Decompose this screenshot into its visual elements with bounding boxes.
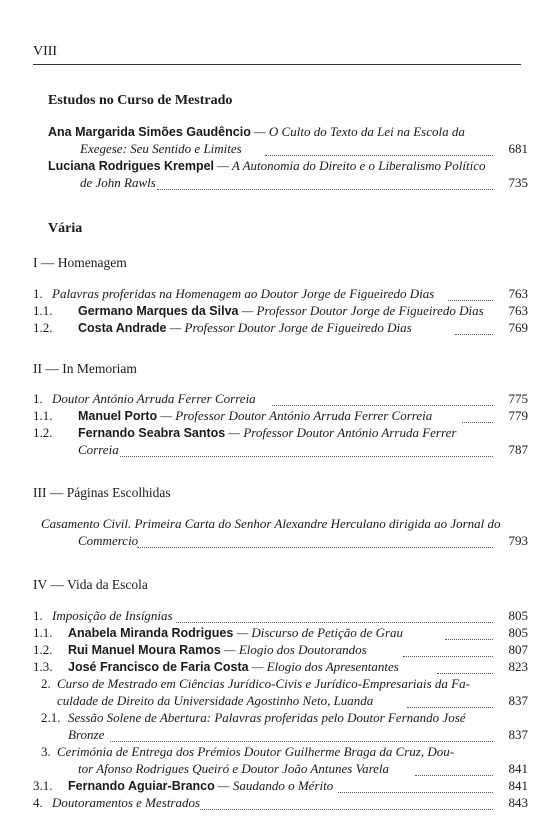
entry-title: Casamento Civil. Primeira Carta do Senhor Alexandre Herculano dirigida ao Jornal do [41,516,501,531]
entry-number: 1.2. [33,320,53,335]
entry-dash: — [238,303,257,318]
entry-number: 1.1. [33,625,53,640]
page-numeral: VIII [33,44,58,59]
entry-page: 775 [508,391,528,406]
entry-dash: — [157,408,176,423]
leader-dots [176,622,493,623]
leader-dots [157,189,493,190]
entry-page: 837 [508,727,528,742]
entry-title: Professor Doutor António Arruda Ferrer [243,425,457,440]
entry-title: A Autonomia do Direito e o Liberalismo Político [231,158,486,173]
entry-number: 2. [41,676,51,691]
section-heading-mestrado: Estudos no Curso de Mestrado [48,93,233,108]
entry-number: 1.2. [33,425,53,440]
leader-dots [403,656,493,657]
entry-title: Palavras proferidas na Homenagem ao Doutor Jorge de Figueiredo Dias [52,286,435,301]
entry-page: 841 [508,761,528,776]
leader-dots [445,639,493,640]
entry-title-cont: Correia [78,442,119,457]
entry-number: 1.1. [33,408,53,423]
entry-author: Luciana Rodrigues Krempel [48,159,215,173]
entry-page: 837 [508,693,528,708]
entry-author: Ana Margarida Simões Gaudêncio [48,125,251,139]
entry-page: 793 [508,533,528,548]
entry-title: Saudando o Mérito [232,778,334,793]
leader-dots [437,673,493,674]
entry-page: 841 [508,778,528,793]
part-heading-memoriam: II — In Memoriam [33,361,137,376]
entry-title: Cerimónia de Entrega dos Prémios Doutor Guilherme Braga da Cruz, Dou- [57,744,455,759]
entry-title: Doutor António Arruda Ferrer Correia [52,391,256,406]
entry-title: Discurso de Petição de Grau [251,625,404,640]
part-heading-homenagem: I — Homenagem [33,255,127,270]
entry-author: Rui Manuel Moura Ramos [68,643,221,657]
entry-title: Professor Doutor António Arruda Ferrer Correia [175,408,433,423]
entry-title: Sessão Solene de Abertura: Palavras proferidas pelo Doutor Fernando José [68,710,466,725]
part-heading-escola: IV — Vida da Escola [33,577,148,592]
leader-dots [200,809,493,810]
entry-page: 805 [508,625,528,640]
entry-page: 735 [508,175,528,190]
entry-author: Manuel Porto [78,409,158,423]
entry-page: 787 [508,442,528,457]
leader-dots [272,405,493,406]
entry-title: Doutoramentos e Mestrados [52,795,201,810]
entry-number: 1. [33,608,43,623]
entry-number: 1.1. [33,303,53,318]
entry-number: 1.3. [33,659,53,674]
entry-number: 1.2. [33,642,53,657]
entry-number: 2.1. [41,710,61,725]
entry-author: Fernando Seabra Santos [78,426,226,440]
entry-title-cont: culdade de Direito da Universidade Agostinho Neto, Luanda [57,693,374,708]
leader-dots [137,547,493,548]
entry-title: Curso de Mestrado em Ciências Jurídico-Civis e Jurídico-Empresariais da Fa- [57,676,470,691]
entry-author: José Francisco de Faria Costa [68,660,249,674]
entry-page: 843 [508,795,528,810]
leader-dots [110,741,493,742]
entry-author: Germano Marques da Silva [78,304,239,318]
entry-dash: — [220,642,239,657]
entry-title-cont: tor Afonso Rodrigues Queiró e Doutor João Antunes Varela [78,761,390,776]
entry-title: O Culto do Texto da Lei na Escola da [268,124,465,139]
entry-number: 3.1. [33,778,53,793]
entry-page: 805 [508,608,528,623]
entry-dash: — [225,425,244,440]
entry-title: Imposição de Insígnias [52,608,173,623]
header-rule [33,64,521,65]
entry-number: 4. [33,795,43,810]
entry-dash: — [233,625,252,640]
leader-dots [448,300,493,301]
leader-dots [265,155,493,156]
entry-title-cont: Bronze [68,727,105,742]
leader-dots [415,775,493,776]
entry-number: 1. [33,391,43,406]
entry-title: Elogio dos Doutorandos [238,642,367,657]
section-heading-varia: Vária [48,221,83,236]
entry-author: Fernando Aguiar-Branco [68,779,215,793]
entry-page: 779 [508,408,528,423]
entry-author: Costa Andrade [78,321,167,335]
entry-page: 823 [508,659,528,674]
entry-dash: — [250,124,269,139]
entry-dash: — [166,320,185,335]
leader-dots [407,707,493,708]
entry-title: Professor Doutor Jorge de Figueiredo Dias [256,303,484,318]
leader-dots [338,792,493,793]
entry-title-cont: Commercio [78,533,139,548]
part-heading-paginas: III — Páginas Escolhidas [33,485,171,500]
entry-page: 681 [508,141,528,156]
entry-title: Elogio dos Apresentantes [266,659,399,674]
entry-page: 807 [508,642,528,657]
entry-number: 3. [41,744,51,759]
entry-page: 769 [508,320,528,335]
entry-dash: — [248,659,267,674]
entry-number: 1. [33,286,43,301]
entry-dash: — [214,778,233,793]
entry-title-cont: Exegese: Seu Sentido e Limites [80,141,242,156]
entry-title-cont: de John Rawls [80,175,156,190]
entry-author: Anabela Miranda Rodrigues [68,626,234,640]
entry-dash: — [214,158,232,173]
leader-dots [120,456,493,457]
entry-title: Professor Doutor Jorge de Figueiredo Dias [184,320,412,335]
entry-page: 763 [508,286,528,301]
entry-page: 763 [508,303,528,318]
